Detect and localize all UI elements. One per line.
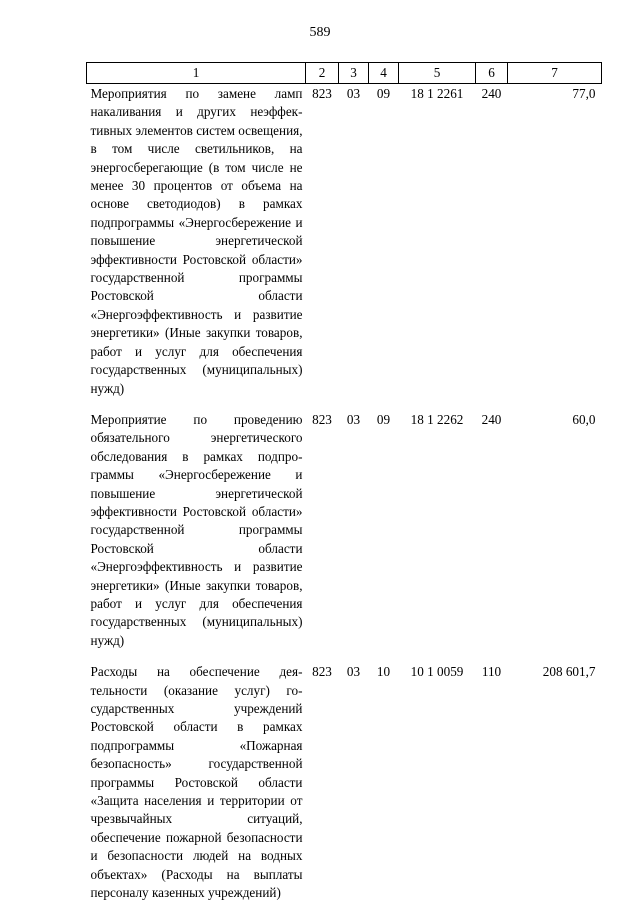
- header-col-1: 1: [87, 63, 306, 84]
- header-col-3: 3: [339, 63, 369, 84]
- row-expense-type: 240: [476, 410, 508, 662]
- table-row: [87, 84, 602, 410]
- header-col-5: 5: [399, 63, 476, 84]
- row-target-article: 10 1 0059: [399, 662, 476, 914]
- table-body: [87, 84, 602, 914]
- row-subsection-code: 09: [369, 410, 399, 662]
- page-number: 589: [0, 24, 640, 42]
- row-subsection-code: 10: [369, 662, 399, 914]
- row-ministry-code: 823: [306, 84, 339, 410]
- row-target-article: 18 1 2261: [399, 84, 476, 410]
- row-description: Мероприятия по замене ламп накаливания и других неэффективных элементов систем освещения, в том числе светильников, на энергосберегающие (в том числе не менее 30 процентов от объема на основе светодиодов) в рамках подпрограммы «Энергосбережение и повышение энергетической эффективности Ростовской области» государственной программы Ростовской области «Энергоэффективность и развитие энергетики» (Иные закупки товаров, работ и услуг для обеспечения государственных (муниципальных) нужд): [87, 84, 306, 410]
- row-section-code: 03: [339, 84, 369, 410]
- table-row: [87, 410, 602, 662]
- header-col-7: 7: [508, 63, 602, 84]
- row-amount: 208 601,7: [508, 662, 602, 914]
- row-section-code: 03: [339, 410, 369, 662]
- row-section-code: 03: [339, 662, 369, 914]
- header-row: [87, 63, 602, 84]
- row-expense-type: 240: [476, 84, 508, 410]
- budget-table: [86, 62, 602, 914]
- row-subsection-code: 09: [369, 84, 399, 410]
- row-ministry-code: 823: [306, 410, 339, 662]
- row-expense-type: 110: [476, 662, 508, 914]
- header-col-6: 6: [476, 63, 508, 84]
- row-amount: 77,0: [508, 84, 602, 410]
- table-row: [87, 662, 602, 914]
- table-header: [87, 63, 602, 84]
- row-amount: 60,0: [508, 410, 602, 662]
- row-target-article: 18 1 2262: [399, 410, 476, 662]
- header-col-2: 2: [306, 63, 339, 84]
- header-col-4: 4: [369, 63, 399, 84]
- row-description: Мероприятие по проведению обязательного энергетического обследования в рамках подпрограммы «Энергосбережение и повышение энергетической эффективности Ростовской области» государственной программы Ростовской области «Энергоэффективность и развитие энергетики» (Иные закупки товаров, работ и услуг для обеспечения государственных (муниципальных) нужд): [87, 410, 306, 662]
- row-description: Расходы на обеспечение деятельности (оказание услуг) государственных учреждений Ростовской области в рамках подпрограммы «Пожарная безопасность» государственной программы Ростовской области «Защита населения и территории от чрезвычайных ситуаций, обеспечение пожарной безопасности и безопасности людей на водных объектах» (Расходы на выплаты персоналу казенных учреждений): [87, 662, 306, 914]
- row-ministry-code: 823: [306, 662, 339, 914]
